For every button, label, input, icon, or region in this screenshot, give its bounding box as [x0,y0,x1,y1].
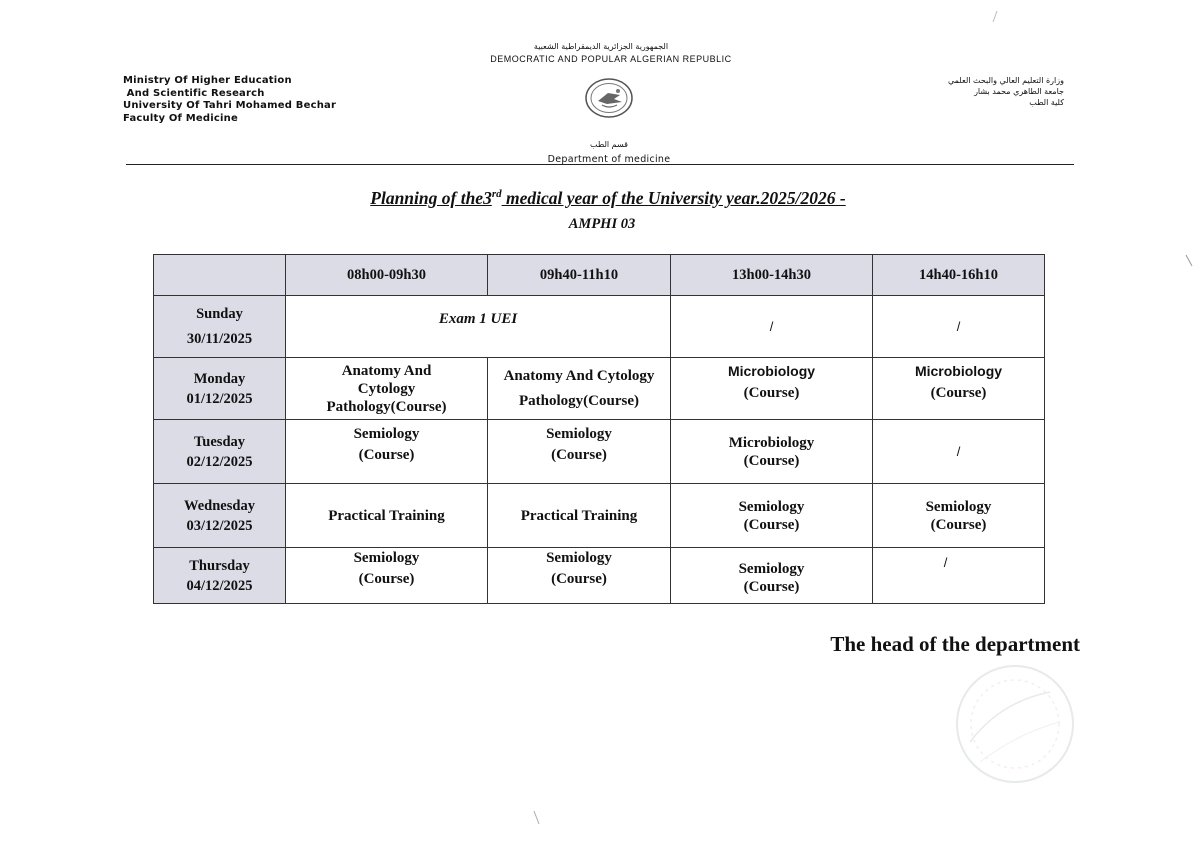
course-line: (Course) [930,516,987,533]
day-cell-wednesday [154,484,286,548]
ministry-line: Ministry Of Higher Education [123,75,292,86]
course-line: Cytology [357,380,416,397]
exam-cell: Exam 1 UEI [286,296,671,358]
day-date: 30/11/2025 [186,331,253,347]
table-row [154,420,1045,484]
day-name: Tuesday [193,433,246,450]
arabic-republic-line: الجمهورية الجزائرية الديمقراطية الشعبية [533,42,669,51]
course-line: (Course) [743,516,800,533]
university-line: University Of Tahri Mohamed Bechar [123,100,337,111]
course-line: (Course) [551,447,607,463]
day-name: Sunday [196,306,243,322]
schedule-table [153,254,1045,604]
empty-slot-marker: / [873,548,1045,604]
course-line: Pathology(Course) [326,398,447,415]
empty-slot-marker: / [873,420,1045,484]
day-cell-monday [154,358,286,420]
course-line: (Course) [743,579,800,595]
course-line: Anatomy And Cytology [503,368,655,384]
header-divider [126,164,1074,165]
university-emblem-icon [583,77,635,119]
day-date: 02/12/2025 [186,453,253,470]
time-slot-3: 13h00-14h30 [671,255,873,296]
table-row [154,358,1045,420]
table-row [154,548,1045,604]
table-row [154,484,1045,548]
scan-mark [990,10,1000,24]
corner-cell [154,255,286,296]
institution-block-arabic [948,75,1064,108]
course-line: (Course) [358,447,415,463]
table-row [154,296,1045,358]
course-line: (Course) [743,452,800,469]
department-label-arabic: قسم الطب [590,140,628,149]
course-line: (Course) [358,571,415,587]
title-ordinal-suffix: rd [491,188,502,201]
ministry-line-ar: وزارة التعليم العالي والبحث العلمي [948,76,1064,85]
course-cell [286,420,488,484]
time-slot-1: 08h00-09h30 [286,255,488,296]
course-line: Anatomy And [341,362,432,379]
course-line: (Course) [930,385,987,401]
scan-mark [1184,254,1194,268]
course-line: Semiology [738,561,805,577]
empty-slot-marker: / [671,296,873,358]
title-suffix: medical year of the University year.2025/2026 - [501,188,846,208]
course-cell [286,358,488,420]
course-line: Microbiology [727,363,816,379]
course-cell [488,358,671,420]
day-date: 01/12/2025 [186,390,253,407]
day-cell-sunday [154,296,286,358]
course-line: Microbiology [914,363,1003,379]
course-cell [488,548,671,604]
course-line: (Course) [551,571,607,587]
scan-mark [532,810,542,826]
department-stamp-icon [940,662,1080,792]
day-name: Monday [193,370,246,387]
course-cell [286,548,488,604]
research-line: And Scientific Research [123,87,265,99]
course-line: Semiology [353,426,420,442]
day-cell-tuesday [154,420,286,484]
empty-slot-marker: / [873,296,1045,358]
republic-title: DEMOCRATIC AND POPULAR ALGERIAN REPUBLIC [490,54,732,64]
time-slot-4: 14h40-16h10 [873,255,1045,296]
course-line: Semiology [353,550,420,566]
course-line: Microbiology [728,434,815,451]
table-header-row [154,255,1045,296]
day-name: Thursday [189,557,250,574]
time-slot-2: 09h40-11h10 [488,255,671,296]
course-cell: Practical Training [286,484,488,548]
faculty-line: Faculty Of Medicine [123,112,238,124]
course-line: (Course) [743,385,800,401]
course-line: Semiology [546,550,612,566]
day-date: 03/12/2025 [186,517,253,534]
university-line-ar: جامعة الطاهري محمد بشار [974,87,1064,96]
course-cell [873,358,1045,420]
title-prefix: Planning of the3 [370,188,492,208]
day-name: Wednesday [184,497,255,514]
course-line: Semiology [738,498,805,515]
day-date: 04/12/2025 [186,577,253,594]
course-cell [671,358,873,420]
course-line: Semiology [925,498,992,515]
faculty-line-ar: كلية الطب [1029,98,1064,107]
department-label: Department of medicine [547,154,671,165]
institution-block-english [123,75,336,125]
signature-label: The head of the department [830,632,1080,656]
course-cell [488,420,671,484]
day-cell-thursday [154,548,286,604]
course-line: Semiology [546,426,612,442]
course-cell [671,420,873,484]
course-line: Pathology(Course) [519,393,639,409]
course-cell: Practical Training [488,484,671,548]
course-cell [873,484,1045,548]
amphi-subtitle: AMPHI 03 [568,216,636,232]
planning-title [0,188,1202,209]
course-cell [671,484,873,548]
course-cell [671,548,873,604]
